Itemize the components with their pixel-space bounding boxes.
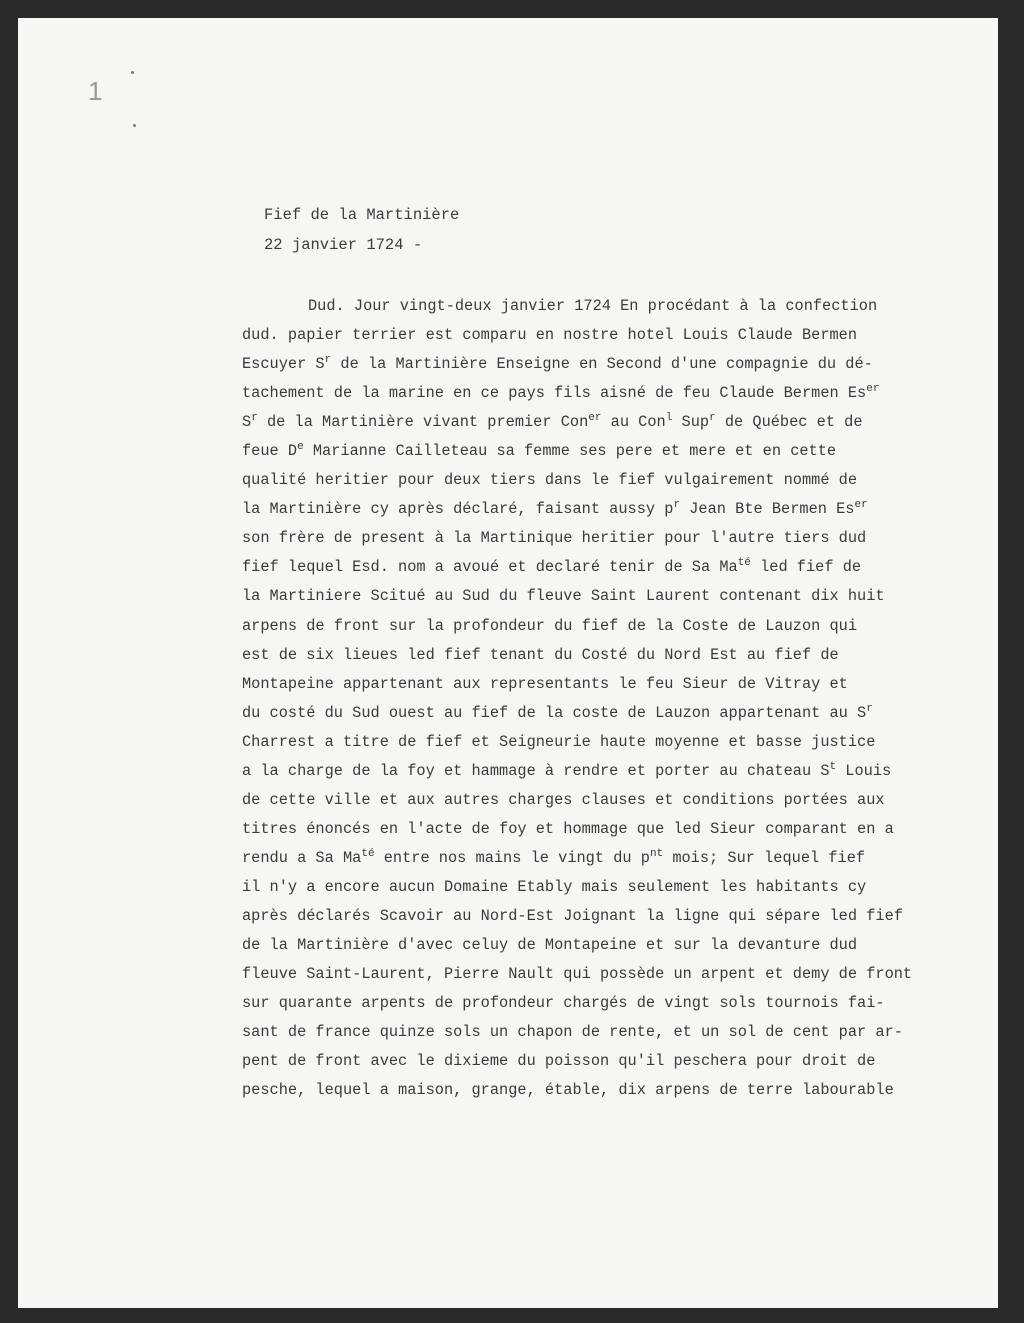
text-line: de la Martinière d'avec celuy de Montapeine et sur la devanture dud	[242, 936, 858, 955]
text-line: de cette ville et aux autres charges clauses et conditions portées aux	[242, 790, 885, 809]
text-line: arpens de front sur la profondeur du fief de la Coste de Lauzon qui	[242, 616, 858, 635]
margin-mark	[133, 124, 136, 127]
text-line: Charrest a titre de fief et Seigneurie haute moyenne et basse justice	[242, 732, 876, 751]
text-line: du costé du Sud ouest au fief de la coste de Lauzon appartenant au $S^r$	[242, 702, 873, 722]
document-body	[242, 292, 942, 1105]
text-line: a la charge de la foy et hammage à rendre et porter au chateau $S^t$ Louis	[242, 760, 892, 780]
text-line: $S^r$ de la Martinière vivant premier Con$^{er}$ au Con$^l$ Sup$^r$ de Québec et de	[242, 412, 863, 432]
text-line: feue De Marianne Cailleteau sa femme ses pere et mere et en cette	[242, 441, 837, 461]
page-number: 1	[88, 76, 103, 106]
text-line: Escuyer $S^r$ de la Martinière Enseigne en Second d'une compagnie du dé-	[242, 354, 873, 374]
text-line: pesche, lequel a maison, grange, étable, dix arpens de terre labourable	[242, 1081, 894, 1100]
text-line: son frère de present à la Martinique heritier pour l'autre tiers dud	[242, 529, 867, 548]
text-line: est de six lieues led fief tenant du Costé du Nord Est au fief de	[242, 645, 839, 664]
text-line: Montapeine appartenant aux representants le feu Sieur de Vitray et	[242, 674, 848, 693]
text-line: après déclarés Scavoir au Nord-Est Joignant la ligne qui sépare led fief	[242, 906, 903, 925]
text-line: dud. papier terrier est comparu en nostre hotel Louis Claude Bermen	[242, 326, 858, 345]
text-line: pent de front avec le dixieme du poisson qu'il peschera pour droit de	[242, 1052, 876, 1071]
text-line: Dud. Jour vingt-deux janvier 1724 En procédant à la confection	[308, 297, 878, 315]
text-line: la Martiniere Scitué au Sud du fleuve Saint Laurent contenant dix huit	[242, 587, 885, 606]
text-line: tachement de la marine en ce pays fils aisné de feu Claude Bermen $Es^{er}$	[242, 383, 880, 403]
document-title: Fief de la Martinière	[264, 206, 460, 224]
text-line: il n'y a encore aucun Domaine Etably mais seulement les habitants cy	[242, 877, 867, 896]
text-line: rendu a Sa $Ma^{té}$ entre nos mains le vingt du $p^{nt}$ mois; Sur lequel fief	[242, 847, 866, 867]
margin-mark	[131, 71, 134, 74]
text-line: la Martinière cy après déclaré, faisant aussy $p^r$ Jean Bte Bermen $Es^{er}$	[242, 499, 868, 519]
text-line: sant de france quinze sols un chapon de rente, et un sol de cent par ar-	[242, 1023, 903, 1042]
text-line: fleuve Saint-Laurent, Pierre Nault qui possède un arpent et demy de front	[242, 965, 913, 984]
text-line: qualité heritier pour deux tiers dans le fief vulgairement nommé de	[242, 471, 858, 490]
text-line: titres énoncés en l'acte de foy et hommage que led Sieur comparant en a	[242, 819, 894, 838]
text-line: fief lequel Esd. nom a avoué et declaré tenir de Sa $Ma^{té}$ led fief de	[242, 557, 862, 577]
text-line: sur quarante arpents de profondeur chargés de vingt sols tournois fai-	[242, 994, 885, 1013]
document-date: 22 janvier 1724 -	[264, 236, 423, 254]
